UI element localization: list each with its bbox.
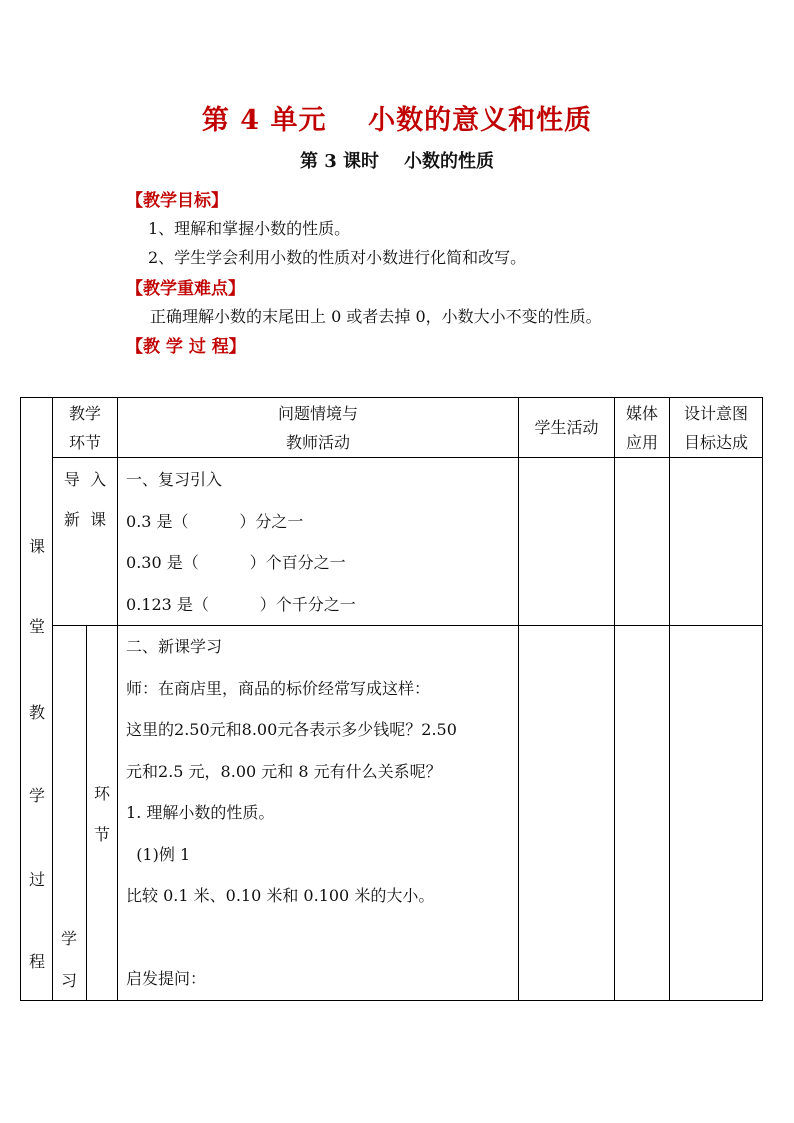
activity-line: 二、新课学习: [126, 637, 223, 656]
lesson-table: [20, 397, 763, 1001]
page-title: 第 4 单元 小数的意义和性质: [201, 105, 593, 136]
activity-line: [126, 917, 510, 959]
activity-line: (1)例 1: [126, 844, 191, 864]
objectives-heading: 【教学目标】: [126, 191, 228, 211]
stage-learning-right: 环 节: [87, 626, 118, 1001]
activity-line: 启发提问：: [126, 969, 207, 988]
header-stage: 教学 环节: [53, 398, 118, 458]
activity-new-lesson: [118, 626, 519, 1001]
activity-line: 师：在商店里，商品的标价经常写成这样：: [126, 678, 431, 698]
stage-intro: 导 入 新 课: [53, 458, 118, 626]
vertical-char: 程: [29, 952, 46, 971]
table-header-row: [21, 398, 763, 458]
objective-item: 2、学生学会利用小数的性质对小数进行化简和改写。: [148, 248, 527, 267]
activity-line: 0.123 是（ ）个千分之一: [126, 594, 356, 614]
keypoints-text: 正确理解小数的末尾田上 0 或者去掉 0，小数大小不变的性质。: [150, 307, 602, 326]
vertical-char: 堂: [29, 617, 46, 636]
activity-intro: [118, 458, 519, 626]
vertical-char: 过: [29, 870, 46, 889]
header-media: 媒体 应用: [615, 398, 670, 458]
student-cell: [519, 458, 615, 626]
activity-line: 0.30 是（ ）个百分之一: [126, 553, 346, 572]
activity-line: 1. 理解小数的性质。: [126, 803, 275, 822]
media-cell: [615, 626, 670, 1001]
table-row-new-lesson: [21, 626, 763, 1001]
vertical-char: 课: [29, 537, 46, 556]
activity-line: 一、复习引入: [126, 470, 223, 489]
activity-line: 元和2.5 元，8.00 元和 8 元有什么关系呢？: [126, 761, 442, 781]
activity-line: 这里的2.50元和8.00元各表示多少钱呢？2.50: [126, 720, 457, 739]
keypoints-heading: 【教学重难点】: [126, 279, 245, 299]
process-heading: 【教 学 过 程】: [126, 337, 246, 357]
vertical-char: 教: [29, 703, 46, 722]
header-design: 设计意图 目标达成: [670, 398, 763, 458]
left-vertical-label: [21, 398, 53, 1001]
header-student-activity: 学生活动: [519, 398, 615, 458]
media-cell: [615, 458, 670, 626]
objective-item: 1、理解和掌握小数的性质。: [148, 219, 351, 238]
header-activity: 问题情境与 教师活动: [118, 398, 519, 458]
student-cell: [519, 626, 615, 1001]
stage-learning-left: 学 习: [53, 626, 87, 1001]
table-row-intro: [21, 458, 763, 626]
lesson-subtitle: 第 3 课时 小数的性质: [299, 151, 495, 172]
activity-line: 比较 0.1 米、0.10 米和 0.100 米的大小。: [126, 886, 435, 905]
design-cell: [670, 626, 763, 1001]
activity-line: 0.3 是（ ）分之一: [126, 511, 304, 531]
vertical-char: 学: [29, 786, 46, 805]
design-cell: [670, 458, 763, 626]
